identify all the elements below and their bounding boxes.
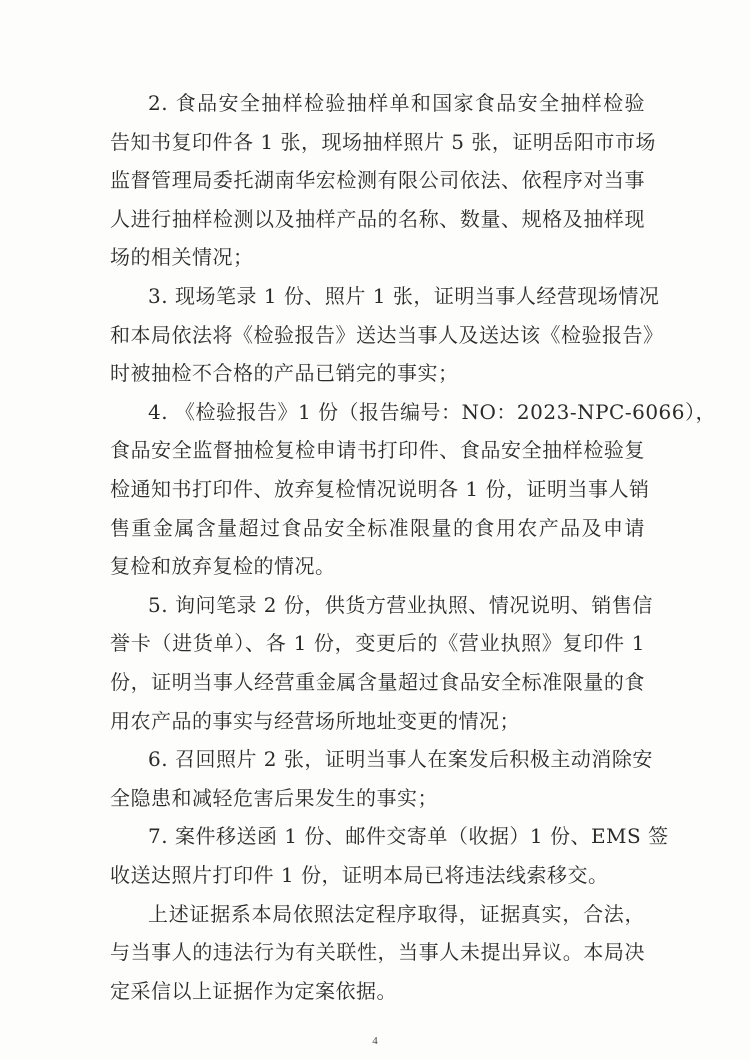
paragraph-2-line-5: 场的相关情况； [110,245,254,270]
paragraph-4-line-5: 复检和放弃复检的情况。 [110,554,336,579]
paragraph-2-line-3: 监督管理局委托湖南华宏检测有限公司依法、依程序对当事 [110,168,645,193]
paragraph-5-line-3: 份，证明当事人经营重金属含量超过食品安全标准限量的食 [110,670,645,694]
paragraph-5-line-2: 誉卡（进货单）、各 1 份，变更后的《营业执照》复印件 1 [110,631,645,656]
paragraph-6-line-2: 全隐患和减轻危害后果发生的事实； [110,785,438,810]
paragraph-3-line-1: 3. 现场笔录 1 份、照片 1 张，证明当事人经营现场情况 [148,284,660,308]
paragraph-3-line-2: 和本局依法将《检验报告》送达当事人及送达该《检验报告》 [110,322,664,347]
paragraph-7-line-2: 收送达照片打印件 1 份，证明本局已将违法线索移交。 [110,863,609,887]
paragraph-3-line-3: 时被抽检不合格的产品已销完的事实； [110,361,459,386]
page-number: 4 [372,1035,378,1047]
paragraph-2-line-1: 2. 食品安全抽样检验抽样单和国家食品安全抽样检验 [148,91,645,115]
paragraph-2-line-4: 人进行抽样检测以及抽样产品的名称、数量、规格及抽样现 [110,206,645,231]
paragraph-4-line-1: 4. 《检验报告》1 份（报告编号：NO：2023-NPC-6066）， [148,399,716,424]
paragraph-4-line-3: 检通知书打印件、放弃复检情况说明各 1 份，证明当事人销 [110,477,650,501]
paragraph-4-line-2: 食品安全监督抽检复检申请书打印件、食品安全抽样检验复 [110,438,645,463]
paragraph-2-line-2: 告知书复印件各 1 张，现场抽样照片 5 张，证明岳阳市市场 [110,129,656,154]
paragraph-6-line-1: 6. 召回照片 2 张，证明当事人在案发后积极主动消除安 [148,747,653,772]
paragraph-5-line-1: 5. 询问笔录 2 份，供货方营业执照、情况说明、销售信 [148,592,653,617]
paragraph-4-line-4: 售重金属含量超过食品安全标准限量的食用农产品及申请 [110,515,645,540]
conclusion-line-2: 与当事人的违法行为有关联性，当事人未提出异议。本局决 [110,940,645,965]
paragraph-5-line-4: 用农产品的事实与经营场所地址变更的情况； [110,708,520,733]
conclusion-line-1: 上述证据系本局依照法定程序取得，证据真实，合法， [148,901,645,926]
conclusion-line-3: 定采信以上证据作为定案依据。 [110,978,397,1003]
paragraph-7-line-1: 7. 案件移送函 1 份、邮件交寄单（收据）1 份、EMS 签 [148,824,669,849]
